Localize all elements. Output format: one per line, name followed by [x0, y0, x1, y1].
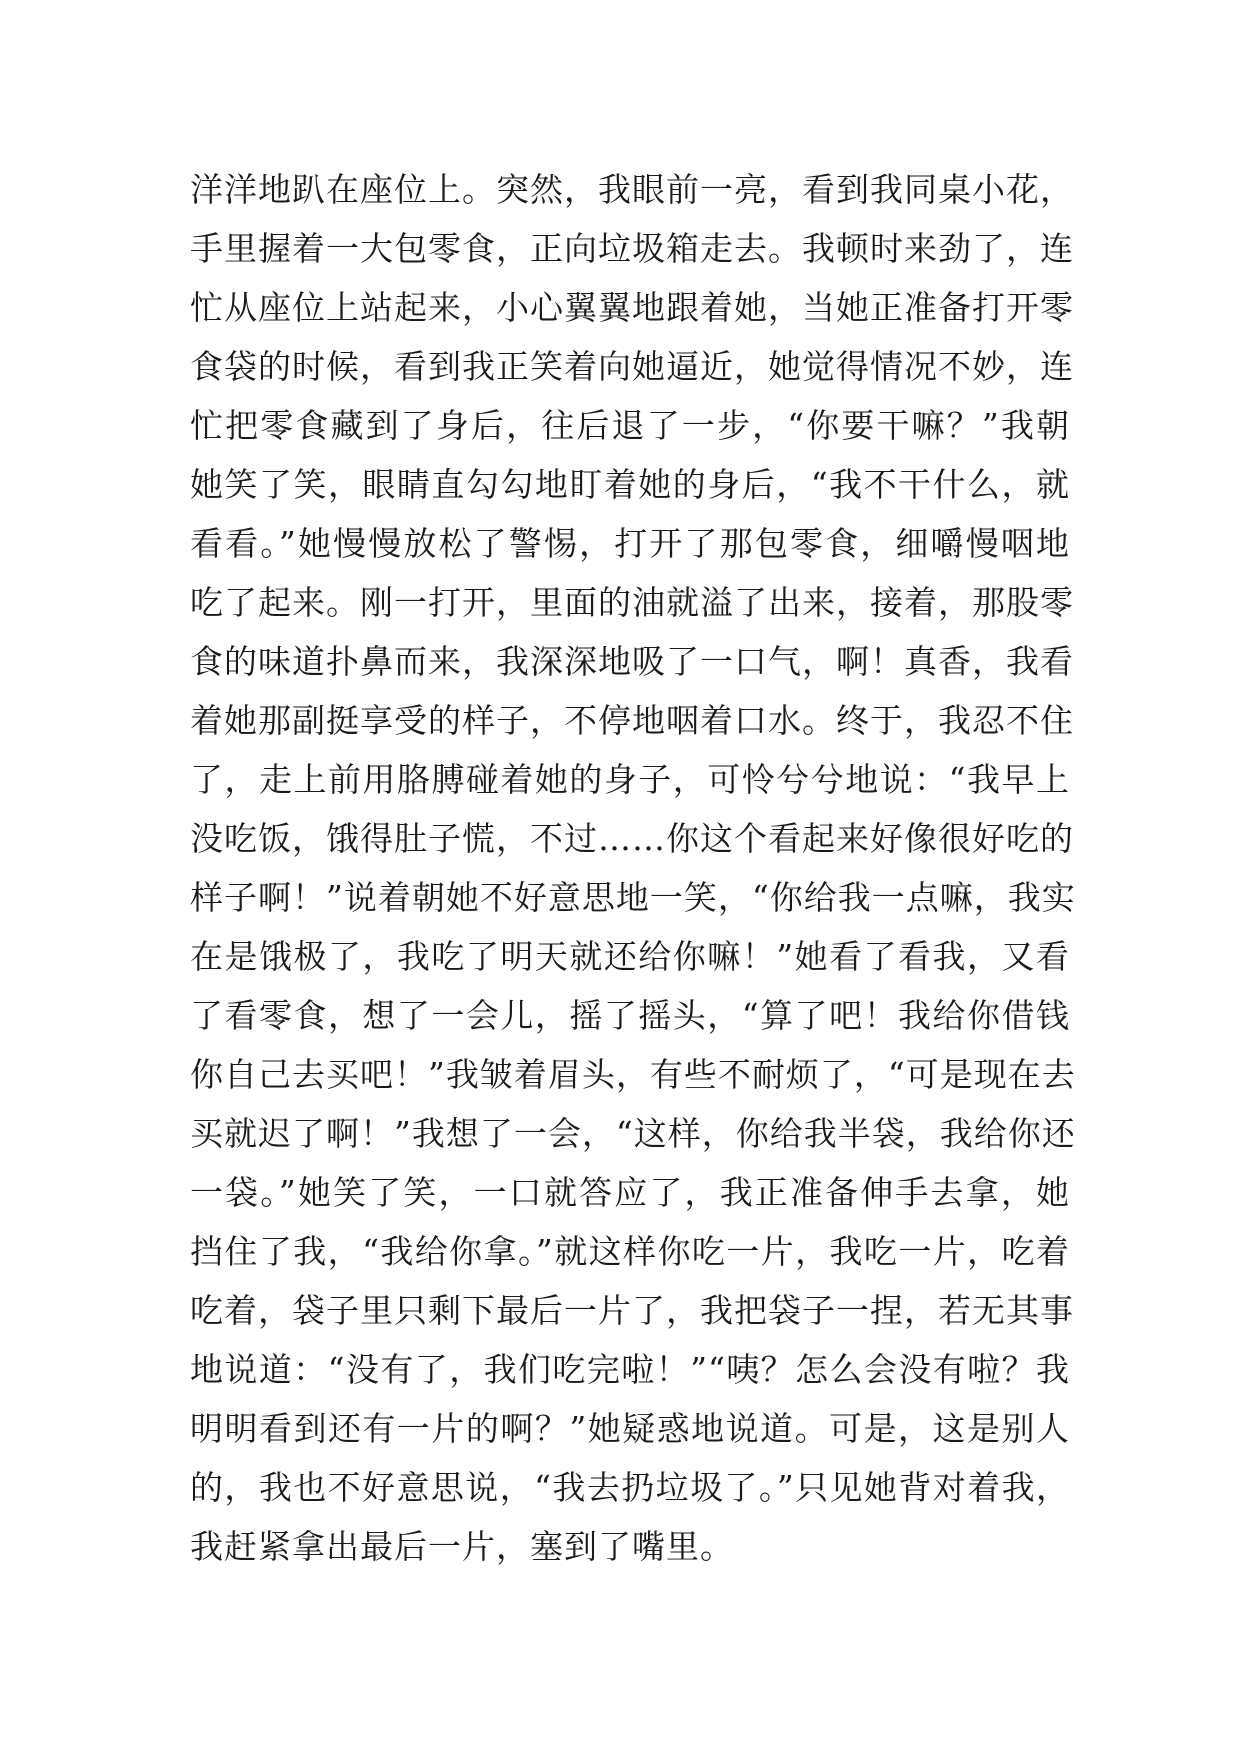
text-line: 我赶紧拿出最后一片，塞到了嘴里。 — [190, 1527, 734, 1566]
text-line: 买就迟了啊！”我想了一会，“这样，你给我半袋，我给你还 — [190, 1114, 1076, 1153]
text-line: 了看零食，想了一会儿，摇了摇头，“算了吧！我给你借钱 — [190, 996, 1070, 1035]
body-text — [190, 160, 1076, 1576]
text-line: 食的味道扑鼻而来，我深深地吸了一口气，啊！真香，我看 — [190, 642, 1074, 681]
text-line: 了，走上前用胳膊碰着她的身子，可怜兮兮地说：“我早上 — [190, 760, 1070, 799]
text-line: 地说道：“没有了，我们吃完啦！”“咦？怎么会没有啦？我 — [190, 1350, 1070, 1389]
text-line: 着她那副挺享受的样子，不停地咽着口水。终于，我忍不住 — [190, 701, 1074, 740]
text-line: 食袋的时候，看到我正笑着向她逼近，她觉得情况不妙，连 — [190, 347, 1074, 386]
text-line: 看看。”她慢慢放松了警惕，打开了那包零食，细嚼慢咽地 — [190, 524, 1070, 563]
text-line: 洋洋地趴在座位上。突然，我眼前一亮，看到我同桌小花， — [190, 170, 1074, 209]
text-line: 忙从座位上站起来，小心翼翼地跟着她，当她正准备打开零 — [190, 288, 1074, 327]
text-line: 吃了起来。刚一打开，里面的油就溢了出来，接着，那股零 — [190, 583, 1074, 622]
text-line: 忙把零食藏到了身后，往后退了一步，“你要干嘛？”我朝 — [190, 406, 1070, 445]
text-line: 样子啊！”说着朝她不好意思地一笑，“你给我一点嘛，我实 — [190, 878, 1076, 917]
text-line: 吃着，袋子里只剩下最后一片了，我把袋子一捏，若无其事 — [190, 1291, 1074, 1330]
text-line: 没吃饭，饿得肚子慌，不过……你这个看起来好像很好吃的 — [190, 819, 1074, 858]
text-line: 挡住了我，“我给你拿。”就这样你吃一片，我吃一片，吃着 — [190, 1232, 1070, 1271]
text-line: 你自己去买吧！”我皱着眉头，有些不耐烦了，“可是现在去 — [190, 1055, 1076, 1094]
text-line: 她笑了笑，眼睛直勾勾地盯着她的身后，“我不干什么，就 — [190, 465, 1070, 504]
text-line: 的，我也不好意思说，“我去扔垃圾了。”只见她背对着我， — [190, 1468, 1070, 1507]
text-line: 一袋。”她笑了笑，一口就答应了，我正准备伸手去拿，她 — [190, 1173, 1070, 1212]
text-line: 明明看到还有一片的啊？”她疑惑地说道。可是，这是别人 — [190, 1409, 1070, 1448]
text-line: 在是饿极了，我吃了明天就还给你嘛！”她看了看我，又看 — [190, 937, 1070, 976]
text-line: 手里握着一大包零食，正向垃圾箱走去。我顿时来劲了，连 — [190, 229, 1074, 268]
